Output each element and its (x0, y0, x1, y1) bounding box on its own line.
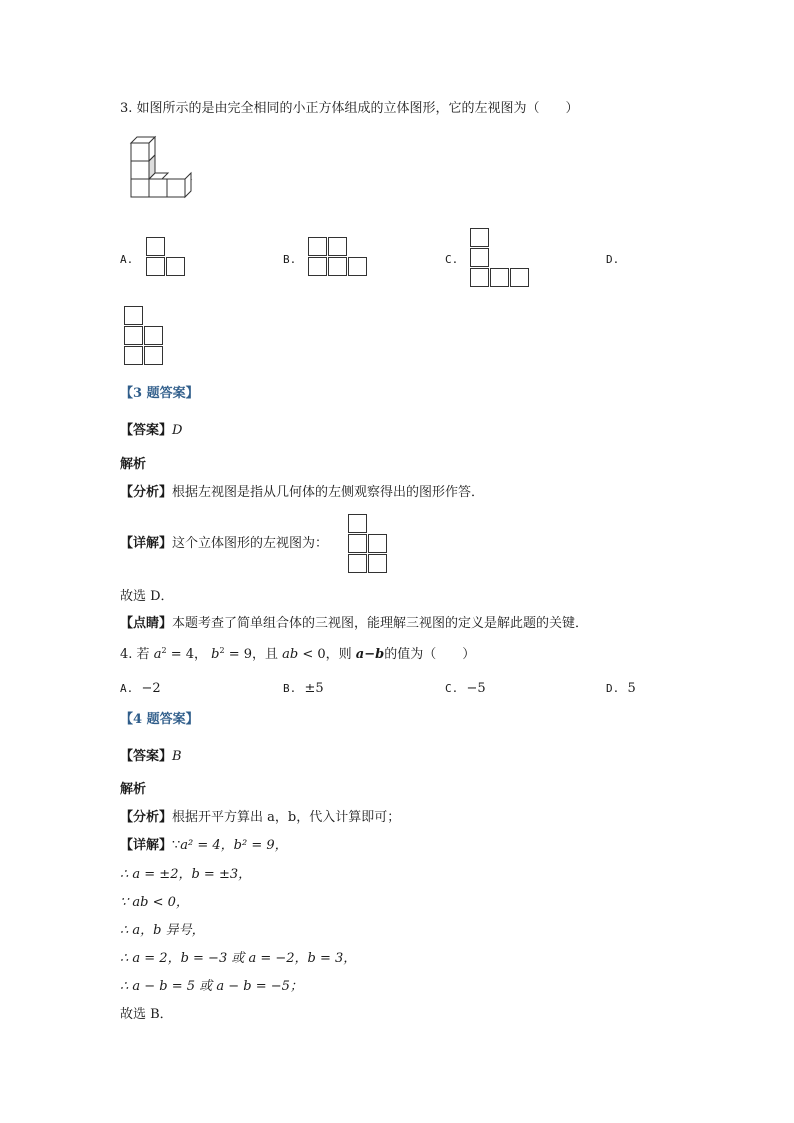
cube-stack-figure (124, 136, 204, 216)
q3-answer-line (120, 424, 182, 437)
q4-fenxi-label: 【分析】 (120, 810, 173, 825)
q4-stem-ab: ab (282, 647, 299, 662)
q4-step6: ∴ a − b = 5 或 a − b = −5； (120, 979, 303, 994)
q4-number: 4. (120, 647, 133, 662)
q4-option-d-label: D. (606, 682, 620, 695)
q4-exp-b: 2 (219, 646, 225, 655)
q4-stem-a: a (153, 647, 162, 662)
q3-xiangjie-label: 【详解】 (120, 536, 173, 551)
q4-option-d-value: 5 (627, 681, 636, 696)
q3-option-a-label[interactable]: A. (120, 253, 134, 266)
q4-option-c[interactable] (445, 682, 486, 695)
q4-stem-ab-rest: < 0，则 (302, 647, 352, 662)
q4-option-a-value: −2 (141, 681, 161, 696)
q4-option-b-value: ±5 (304, 681, 324, 696)
q3-conclusion: 故选 D． (120, 589, 174, 604)
q4-analysis-header: 解析 (120, 782, 147, 797)
q4-option-b[interactable] (283, 682, 324, 695)
q3-option-b-label[interactable]: B. (283, 253, 297, 266)
q4-fenxi-line (120, 811, 400, 824)
q4-option-d[interactable] (606, 682, 636, 695)
q4-stem-expr: a−b (355, 647, 385, 662)
q3-xiangjie-text: 这个立体图形的左视图为： (172, 536, 329, 551)
q4-exp-a: 2 (161, 646, 167, 655)
q4-step1: a² = 4，b² = 9， (180, 838, 288, 853)
q4-answer-value: B (172, 749, 182, 764)
q3-fenxi-label: 【分析】 (120, 485, 173, 500)
q4-answer-line (120, 750, 182, 763)
q3-answer-value: D (172, 423, 183, 438)
q3-analysis-header: 解析 (120, 457, 147, 472)
q3-stem-text: 如图所示的是由完全相同的小正方体组成的立体图形，它的左视图为（ ） (136, 101, 579, 116)
q4-step2: ∴ a = ±2，b = ±3， (120, 867, 252, 882)
q3-answer-header: 【3 题答案】 (120, 386, 199, 401)
q4-stem-a-rest: = 4， (170, 647, 207, 662)
q4-step5: ∴ a = 2，b = −3 或 a = −2，b = 3， (120, 951, 357, 966)
q3-dianjing-label: 【点睛】 (120, 616, 173, 631)
q4-answer-header: 【4 题答案】 (120, 712, 199, 727)
q4-fenxi-text: 根据开平方算出 a，b，代入计算即可； (172, 810, 401, 825)
q3-dianjing-line (120, 617, 588, 630)
q4-option-a[interactable] (120, 682, 161, 695)
q3-xiangjie-line (120, 537, 328, 550)
q4-answer-label: 【答案】 (120, 749, 173, 764)
q3-fenxi-line (120, 486, 484, 499)
q3-stem (120, 102, 579, 115)
q4-option-c-value: −5 (466, 681, 486, 696)
q4-step3: ∵ ab < 0， (120, 895, 189, 910)
q4-stem-b: b (211, 647, 220, 662)
q3-answer-label: 【答案】 (120, 423, 173, 438)
q4-xiangjie-line (120, 839, 288, 852)
q3-option-c-label[interactable]: C. (445, 253, 459, 266)
q4-stem-suffix: 的值为（ ） (384, 647, 476, 662)
q4-stem-prefix: 若 (136, 647, 150, 662)
q4-xiangjie-label: 【详解】 (120, 838, 173, 853)
q4-option-c-label: C. (445, 682, 459, 695)
q4-option-b-label: B. (283, 682, 297, 695)
q3-number: 3. (120, 101, 133, 116)
q4-stem (120, 648, 475, 661)
q4-step1-prefix: ∵ (172, 838, 181, 853)
q3-fenxi-text: 根据左视图是指从几何体的左侧观察得出的图形作答． (172, 485, 485, 500)
q3-option-d-label[interactable]: D. (606, 253, 620, 266)
q3-dianjing-text: 本题考查了简单组合体的三视图，能理解三视图的定义是解此题的关键． (172, 616, 589, 631)
q4-option-a-label: A. (120, 682, 134, 695)
q4-conclusion: 故选 B． (120, 1007, 173, 1022)
q4-stem-b-rest: = 9，且 (228, 647, 278, 662)
q4-step4: ∴ a，b 异号， (120, 923, 205, 938)
